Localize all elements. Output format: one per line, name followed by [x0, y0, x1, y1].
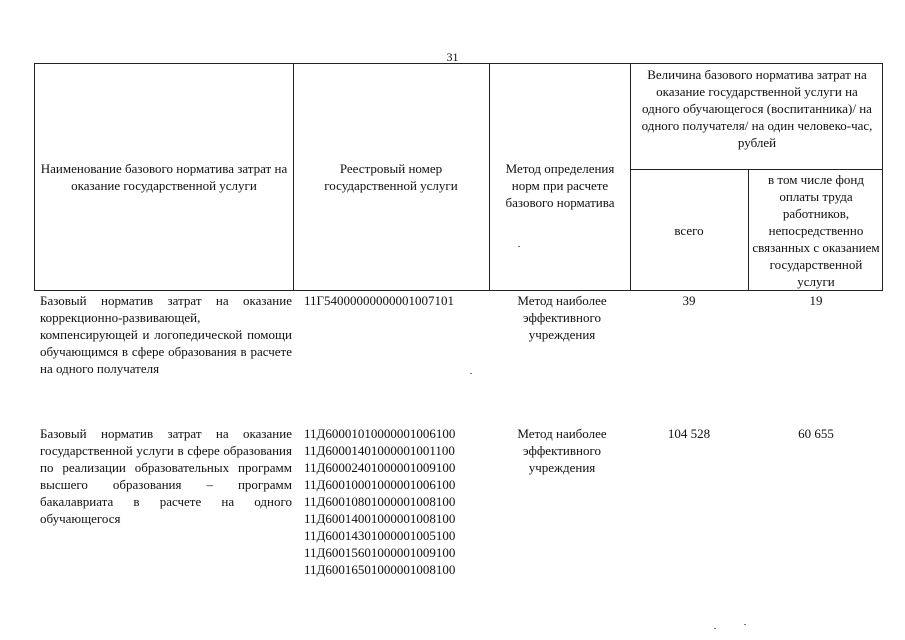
row-1-method: Метод наиболее эффективного учреждения — [517, 293, 607, 342]
row-1-registry — [304, 292, 490, 309]
header-total: всего — [674, 223, 704, 238]
header-payroll: в том числе фонд оплаты труда работников, непосредственно связанных с оказанием государственной услуги — [752, 172, 880, 289]
scan-speck — [744, 624, 746, 625]
row-1-payroll: 19 — [809, 293, 823, 308]
row-2-registry — [304, 425, 490, 578]
header-divider-2 — [489, 63, 490, 291]
row-1-total: 39 — [682, 293, 696, 308]
header-subdivider — [630, 169, 883, 170]
registry-code: 11Д60016501000001008100 — [304, 562, 456, 577]
header-name: Наименование базового норматива затрат на оказание государственной услуги — [40, 161, 288, 193]
registry-code: 11Д60010001000001006100 — [304, 477, 456, 492]
row-2-name: Базовый норматив затрат на оказание государственной услуги в сфере образования по реализации образовательных программ высшего образования – программ бакалавриата в расчете на одного обучающегося — [40, 426, 292, 526]
registry-code: 11Д60015601000001009100 — [304, 545, 456, 560]
registry-code: 11Д60001010000001006100 — [304, 426, 456, 441]
registry-code: 11Г54000000000001007101 — [304, 293, 455, 308]
row-1-name: Базовый норматив затрат на оказание коррекционно-развивающей, компенсирующей и логопедической помощи обучающимся в сфере образования в расчете на одного получателя — [40, 293, 292, 376]
page-number: 31 — [446, 50, 459, 64]
registry-code: 11Д60010801000001008100 — [304, 494, 456, 509]
scan-speck — [518, 246, 520, 247]
header-value: Величина базового норматива затрат на оказание государственной услуги на одного обучающегося (воспитанника)/ на одного получателя/ на один человеко-час, рублей — [641, 67, 873, 150]
registry-code: 11Д60002401000001009100 — [304, 460, 456, 475]
row-2-method: Метод наиболее эффективного учреждения — [517, 426, 607, 475]
scan-speck — [714, 628, 716, 629]
header-divider-1 — [293, 63, 294, 291]
registry-code: 11Д60014001000001008100 — [304, 511, 456, 526]
scan-speck — [470, 373, 472, 374]
header-divider-3 — [630, 63, 631, 291]
row-2-total: 104 528 — [667, 426, 711, 441]
header-divider-4 — [748, 169, 749, 291]
row-2-payroll: 60 655 — [798, 426, 834, 441]
header-method: Метод определения норм при расчете базового норматива — [505, 161, 615, 210]
registry-code: 11Д60014301000001005100 — [304, 528, 456, 543]
registry-code: 11Д60001401000001001100 — [304, 443, 455, 458]
header-registry: Реестровый номер государственной услуги — [324, 161, 458, 193]
